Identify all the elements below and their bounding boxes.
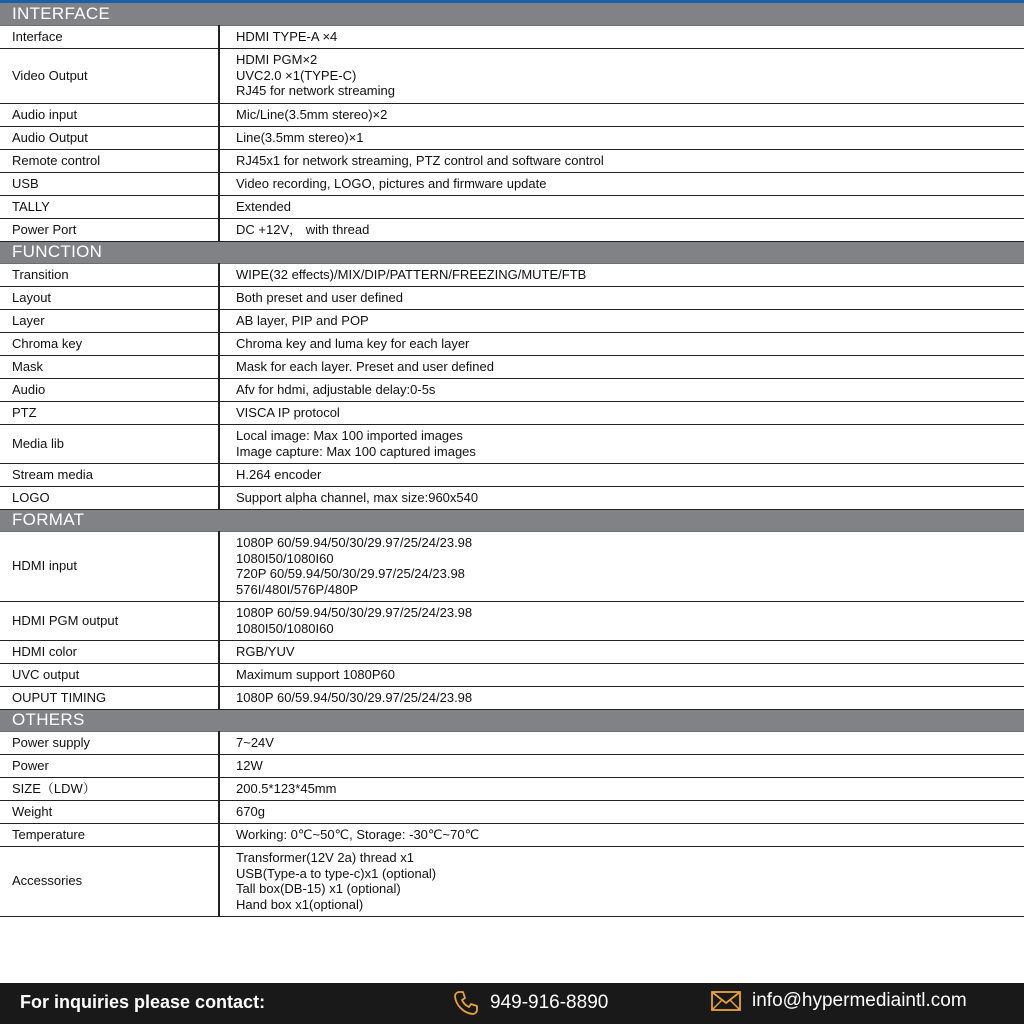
- spec-row: [0, 218, 1024, 241]
- spec-value-line: DC +12V， with thread: [236, 221, 370, 237]
- spec-value: [219, 486, 1024, 509]
- spec-row: [0, 401, 1024, 424]
- spec-label: HDMI color: [0, 640, 219, 663]
- spec-value: [219, 401, 1024, 424]
- spec-row: [0, 424, 1024, 463]
- envelope-icon: [710, 989, 742, 1013]
- spec-value-line: Support alpha channel, max size:960x540: [236, 489, 479, 505]
- spec-row: [0, 777, 1024, 800]
- spec-label: Interface: [0, 25, 219, 48]
- spec-label: Mask: [0, 355, 219, 378]
- spec-value-line: HDMI PGM×2: [236, 52, 318, 68]
- spec-label: Layout: [0, 286, 219, 309]
- section-title: INTERFACE: [0, 3, 1024, 25]
- spec-label: Temperature: [0, 823, 219, 846]
- email-contact[interactable]: [710, 989, 967, 1013]
- spec-value-line: VISCA IP protocol: [236, 404, 340, 420]
- spec-value-line: 1080P 60/59.94/50/30/29.97/25/24/23.98: [236, 689, 473, 705]
- spec-label: Power supply: [0, 731, 219, 754]
- spec-value: [219, 25, 1024, 48]
- spec-label: Transition: [0, 263, 219, 286]
- spec-value-line: Transformer(12V 2a) thread x1: [236, 850, 414, 865]
- spec-row: [0, 103, 1024, 126]
- spec-value-line: H.264 encoder: [236, 466, 322, 482]
- spec-label: USB: [0, 172, 219, 195]
- spec-label: SIZE（LDW）: [0, 777, 219, 800]
- section-title: OTHERS: [0, 709, 1024, 731]
- spec-value-line: 1080I50/1080I60: [236, 550, 334, 566]
- spec-value: [219, 218, 1024, 241]
- spec-value: [219, 754, 1024, 777]
- spec-row: [0, 172, 1024, 195]
- spec-value: [219, 463, 1024, 486]
- section-header-others: [0, 709, 1024, 731]
- spec-row: [0, 601, 1024, 640]
- spec-row: [0, 378, 1024, 401]
- spec-value: [219, 601, 1024, 640]
- spec-label: Power Port: [0, 218, 219, 241]
- spec-label: Audio input: [0, 103, 219, 126]
- spec-row: [0, 686, 1024, 709]
- spec-value: [219, 424, 1024, 463]
- spec-value-line: 720P 60/59.94/50/30/29.97/25/24/23.98: [236, 566, 465, 581]
- spec-table: [0, 3, 1024, 917]
- spec-row: [0, 800, 1024, 823]
- spec-label: LOGO: [0, 486, 219, 509]
- spec-row: [0, 846, 1024, 916]
- spec-row: [0, 126, 1024, 149]
- spec-label: HDMI PGM output: [0, 601, 219, 640]
- spec-row: [0, 48, 1024, 103]
- spec-value-line: 200.5*123*45mm: [236, 780, 337, 796]
- spec-value: [219, 731, 1024, 754]
- spec-value-line: Hand box x1(optional): [236, 896, 364, 912]
- spec-value: [219, 777, 1024, 800]
- spec-value-line: 1080P 60/59.94/50/30/29.97/25/24/23.98: [236, 535, 473, 550]
- spec-label: Audio Output: [0, 126, 219, 149]
- spec-row: [0, 149, 1024, 172]
- spec-value-line: Chroma key and luma key for each layer: [236, 335, 470, 351]
- spec-value: [219, 48, 1024, 103]
- spec-value-line: 1080I50/1080I60: [236, 620, 334, 636]
- spec-row: [0, 309, 1024, 332]
- phone-contact[interactable]: [452, 989, 608, 1017]
- spec-value-line: USB(Type-a to type-c)x1 (optional): [236, 865, 437, 881]
- section-header-function: [0, 241, 1024, 263]
- spec-label: Weight: [0, 800, 219, 823]
- spec-value-line: RGB/YUV: [236, 643, 295, 659]
- spec-row: [0, 286, 1024, 309]
- spec-row: [0, 25, 1024, 48]
- spec-row: [0, 531, 1024, 601]
- spec-value: [219, 531, 1024, 601]
- spec-row: [0, 263, 1024, 286]
- spec-value: [219, 686, 1024, 709]
- section-title: FORMAT: [0, 509, 1024, 531]
- spec-row: [0, 754, 1024, 777]
- spec-label: OUPUT TIMING: [0, 686, 219, 709]
- phone-number[interactable]: 949-916-8890: [490, 992, 609, 1013]
- spec-value: [219, 332, 1024, 355]
- contact-footer: [0, 983, 1024, 1024]
- spec-label: Layer: [0, 309, 219, 332]
- spec-value: [219, 309, 1024, 332]
- spec-label: TALLY: [0, 195, 219, 218]
- spec-row: [0, 332, 1024, 355]
- spec-value: [219, 149, 1024, 172]
- spec-value: [219, 263, 1024, 286]
- spec-value: [219, 195, 1024, 218]
- spec-value-line: 1080P 60/59.94/50/30/29.97/25/24/23.98: [236, 605, 473, 620]
- spec-row: [0, 731, 1024, 754]
- spec-row: [0, 195, 1024, 218]
- spec-value-line: 576I/480I/576P/480P: [236, 581, 359, 597]
- spec-row: [0, 486, 1024, 509]
- spec-value-line: Extended: [236, 198, 291, 214]
- spec-value-line: Both preset and user defined: [236, 289, 403, 305]
- spec-value: [219, 800, 1024, 823]
- spec-label: Chroma key: [0, 332, 219, 355]
- spec-value: [219, 286, 1024, 309]
- email-address[interactable]: info@hypermediaintl.com: [752, 990, 967, 1011]
- spec-value-line: RJ45 for network streaming: [236, 83, 395, 99]
- inquiry-label: For inquiries please contact:: [20, 992, 266, 1012]
- spec-value-line: Video recording, LOGO, pictures and firmware update: [236, 175, 547, 191]
- spec-value: [219, 846, 1024, 916]
- spec-value: [219, 823, 1024, 846]
- spec-value-line: 670g: [236, 803, 265, 819]
- spec-label: Media lib: [0, 424, 219, 463]
- spec-value-line: Local image: Max 100 imported images: [236, 428, 463, 443]
- spec-label: Audio: [0, 378, 219, 401]
- section-title: FUNCTION: [0, 241, 1024, 263]
- spec-label: Accessories: [0, 846, 219, 916]
- spec-value-line: Afv for hdmi, adjustable delay:0-5s: [236, 381, 436, 397]
- spec-value-line: 7~24V: [236, 734, 274, 750]
- phone-icon: [452, 989, 480, 1017]
- spec-value: [219, 126, 1024, 149]
- spec-row: [0, 663, 1024, 686]
- spec-label: Stream media: [0, 463, 219, 486]
- spec-value-line: Mic/Line(3.5mm stereo)×2: [236, 106, 388, 122]
- spec-label: HDMI input: [0, 531, 219, 601]
- spec-value-line: Image capture: Max 100 captured images: [236, 443, 476, 459]
- spec-label: PTZ: [0, 401, 219, 424]
- spec-value: [219, 172, 1024, 195]
- spec-value-line: Working: 0℃~50℃, Storage: -30℃~70℃: [236, 826, 480, 842]
- spec-label: Video Output: [0, 48, 219, 103]
- spec-value-line: UVC2.0 ×1(TYPE-C): [236, 67, 357, 83]
- spec-value-line: WIPE(32 effects)/MIX/DIP/PATTERN/FREEZING/MUTE/FTB: [236, 266, 587, 282]
- spec-label: Power: [0, 754, 219, 777]
- spec-row: [0, 355, 1024, 378]
- spec-label: UVC output: [0, 663, 219, 686]
- spec-label: Remote control: [0, 149, 219, 172]
- spec-value: [219, 355, 1024, 378]
- spec-value-line: Maximum support 1080P60: [236, 666, 395, 682]
- section-header-format: [0, 509, 1024, 531]
- spec-value: [219, 378, 1024, 401]
- spec-value: [219, 663, 1024, 686]
- spec-value: [219, 640, 1024, 663]
- spec-value-line: RJ45x1 for network streaming, PTZ control and software control: [236, 152, 604, 168]
- spec-value-line: Tall box(DB-15) x1 (optional): [236, 881, 401, 896]
- spec-value-line: Line(3.5mm stereo)×1: [236, 129, 364, 145]
- spec-row: [0, 640, 1024, 663]
- section-header-interface: [0, 3, 1024, 25]
- spec-value: [219, 103, 1024, 126]
- spec-row: [0, 463, 1024, 486]
- spec-row: [0, 823, 1024, 846]
- spec-value-line: AB layer, PIP and POP: [236, 312, 369, 328]
- spec-value-line: 12W: [236, 757, 263, 773]
- spec-value-line: Mask for each layer. Preset and user defined: [236, 358, 494, 374]
- spec-value-line: HDMI TYPE-A ×4: [236, 28, 338, 44]
